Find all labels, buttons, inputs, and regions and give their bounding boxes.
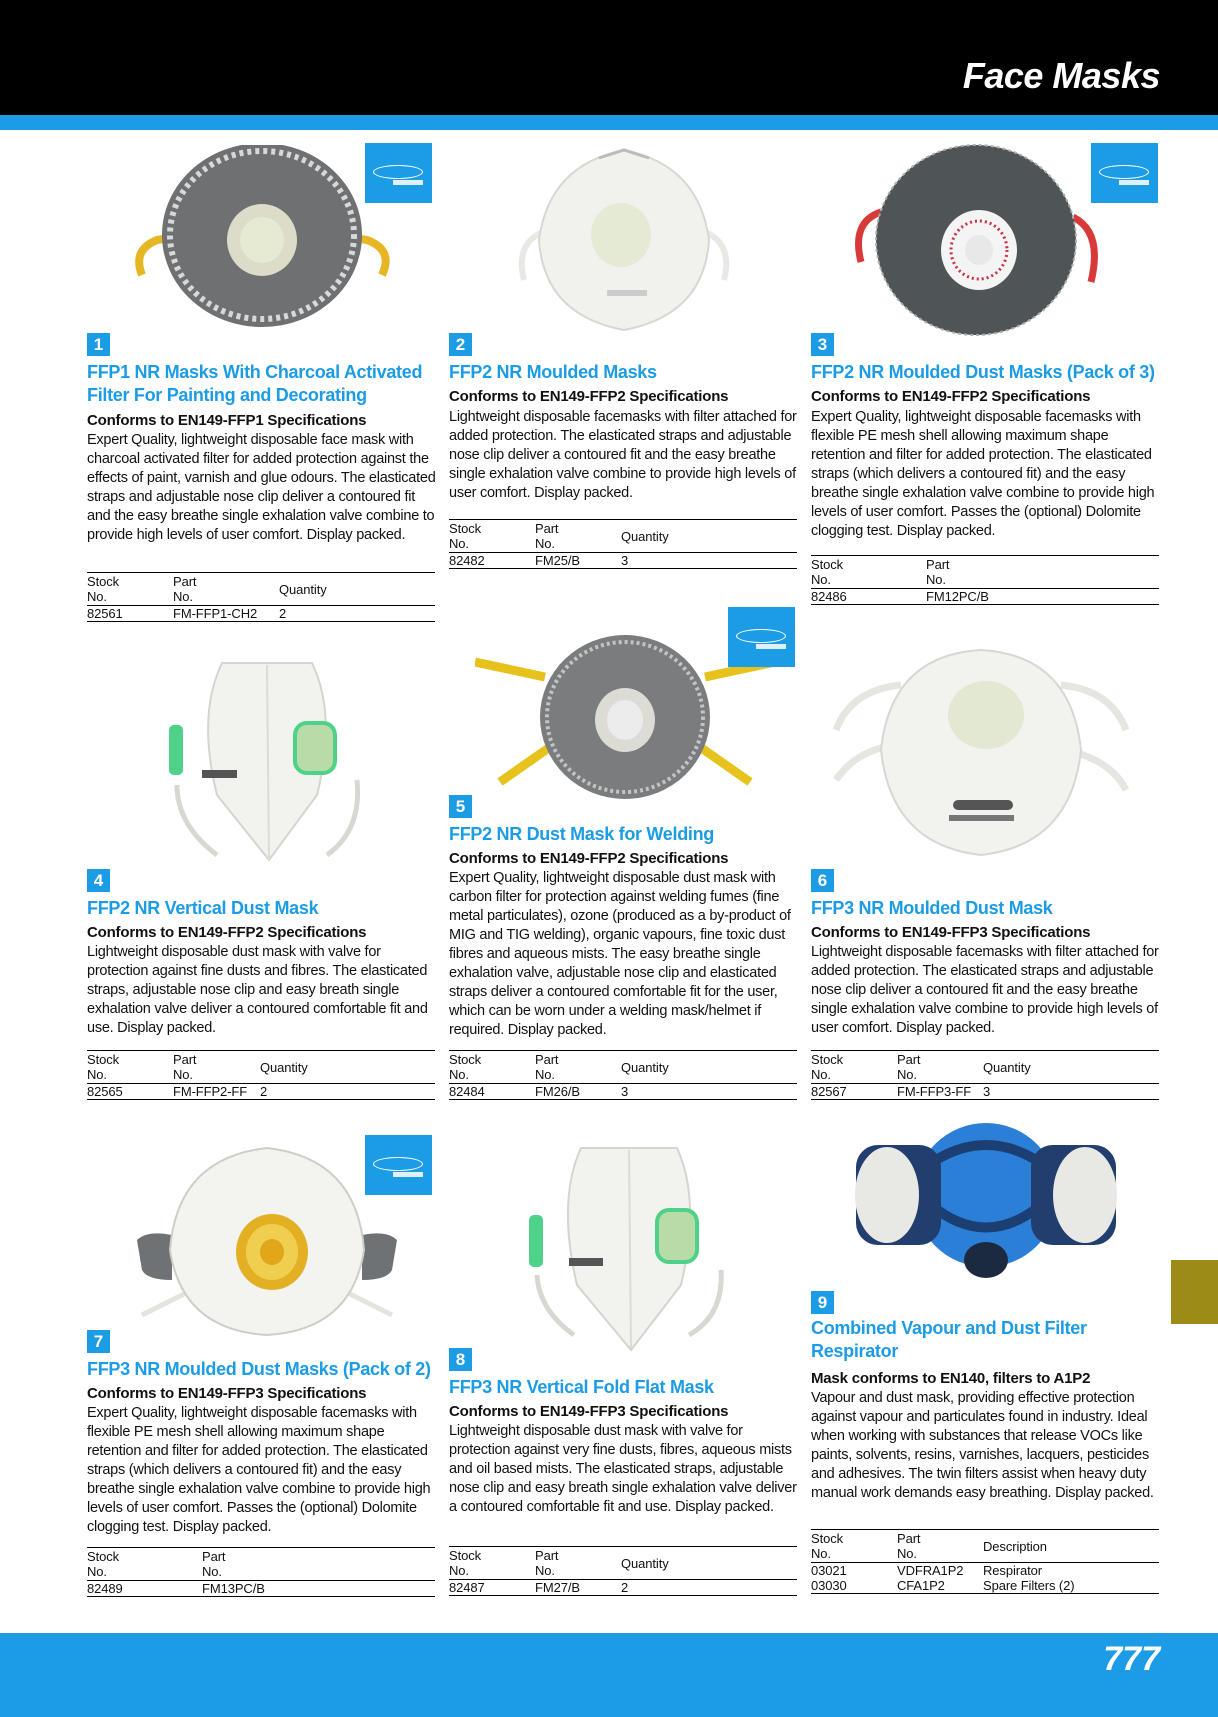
quantity: 3 xyxy=(621,553,629,568)
product-description: Lightweight disposable dust mask with valve for protection against fine dusts and fibres. The elasticated straps, adjustable nose clip and easy breath single exhalation valve deliver a contoured comfortable fit and use. Display packed. xyxy=(87,944,428,1036)
stock-table xyxy=(811,1050,1159,1100)
product-card-4 xyxy=(87,650,435,1110)
product-title: FFP2 NR Moulded Dust Masks (Pack of 3) xyxy=(811,362,1155,382)
product-spec: Mask conforms to EN140, filters to A1P2 xyxy=(811,1370,1091,1387)
description-header: Description xyxy=(983,1538,1047,1554)
product-number-badge: 8 xyxy=(449,1348,472,1371)
product-description: Expert Quality, lightweight disposable facemasks with flexible PE mesh shell allowing maximum shape retention and filter for added protection. The elasticated straps (which delivers a contoured fit) and the easy breathe single exhalation valve combine to provide high levels of user comfort. Passes the (optional) Dolomite clogging test. Display packed. xyxy=(811,409,1155,539)
product-image-7 xyxy=(132,1140,402,1340)
stock-table-header xyxy=(811,1051,1159,1084)
stock-number: 82489 xyxy=(87,1581,123,1596)
stock-table-header xyxy=(449,1547,797,1580)
part-no-header: Part No. xyxy=(897,1531,921,1561)
stock-number: 82565 xyxy=(87,1084,123,1099)
page-number: 777 xyxy=(1103,1640,1160,1678)
part-number: FM25/B xyxy=(535,553,580,568)
product-title: Combined Vapour and Dust Filter Respirator xyxy=(811,1318,1087,1361)
product-card-3 xyxy=(811,140,1159,620)
product-spec: Conforms to EN149-FFP3 Specifications xyxy=(87,1385,367,1402)
stock-table xyxy=(87,572,435,622)
quantity-header: Quantity xyxy=(621,528,669,544)
table-row xyxy=(449,1580,797,1596)
stock-number: 82567 xyxy=(811,1084,847,1099)
stock-table-header xyxy=(87,1548,435,1581)
part-number: VDFRA1P2 xyxy=(897,1563,964,1578)
part-no-header: Part No. xyxy=(926,557,950,587)
stock-table xyxy=(87,1547,435,1597)
part-number: FM-FFP2-FF xyxy=(173,1084,248,1099)
stock-table-header xyxy=(87,1051,435,1084)
quantity-header: Quantity xyxy=(279,581,327,597)
product-card-6 xyxy=(811,640,1159,1110)
product-spec: Conforms to EN149-FFP1 Specifications xyxy=(87,412,367,429)
stock-no-header: Stock No. xyxy=(811,1052,844,1082)
stock-no-header: Stock No. xyxy=(87,1549,120,1579)
stock-no-header: Stock No. xyxy=(811,1531,844,1561)
table-row xyxy=(811,589,1159,605)
product-image-9 xyxy=(851,1120,1121,1285)
part-number: FM12PC/B xyxy=(926,589,989,604)
product-number-badge: 1 xyxy=(87,333,110,356)
quantity: 2 xyxy=(279,606,287,621)
product-title: FFP2 NR Dust Mask for Welding xyxy=(449,824,714,844)
table-row xyxy=(87,1084,435,1100)
part-no-header: Part No. xyxy=(173,1052,197,1082)
product-number-badge: 2 xyxy=(449,333,472,356)
stock-number: 03021 xyxy=(811,1563,847,1578)
part-no-header: Part No. xyxy=(535,521,559,551)
draper-expert-logo-icon xyxy=(728,607,795,667)
quantity: 2 xyxy=(260,1084,268,1099)
stock-no-header: Stock No. xyxy=(87,1052,120,1082)
table-row xyxy=(811,1084,1159,1100)
table-row xyxy=(449,553,797,569)
table-row xyxy=(811,1563,1159,1579)
part-no-header: Part No. xyxy=(173,574,197,604)
part-number: FM27/B xyxy=(535,1580,580,1595)
product-spec: Conforms to EN149-FFP2 Specifications xyxy=(449,850,729,867)
product-number-badge: 6 xyxy=(811,869,834,892)
product-description: Expert Quality, lightweight disposable face mask with charcoal activated filter for added protection against the effects of paint, varnish and glue odours. The elasticated straps and adjustable nose clip deliver a contoured fit and the easy breathe single exhalation valve combine to provide high levels of user comfort. Display packed. xyxy=(87,432,436,543)
product-spec: Conforms to EN149-FFP3 Specifications xyxy=(449,1403,729,1420)
stock-table-header xyxy=(811,556,1159,589)
product-number-badge: 7 xyxy=(87,1330,110,1353)
product-title: FFP2 NR Moulded Masks xyxy=(449,362,657,382)
header-stripe xyxy=(0,115,1218,130)
stock-no-header: Stock No. xyxy=(811,557,844,587)
stock-table xyxy=(811,1529,1159,1594)
quantity-header: Quantity xyxy=(983,1059,1031,1075)
table-row xyxy=(87,1581,435,1597)
stock-table xyxy=(449,519,797,569)
quantity: 3 xyxy=(983,1084,991,1099)
stock-no-header: Stock No. xyxy=(449,1052,482,1082)
stock-table xyxy=(449,1546,797,1596)
product-description: Expert Quality, lightweight disposable dust mask with carbon filter for protection against welding fumes (fine metal particulates), ozone (produced as a by-product of MIG and TIG welding), organic vapours, fine toxic dust fibres and aqueous mists. The easy breathe single exhalation valve, adjustable nose clip and elasticated straps deliver a contoured comfortable fit for the user, which can be worn under a welding mask/helmet if required. Display packed. xyxy=(449,870,791,1038)
product-description: Lightweight disposable facemasks with filter attached for added protection. The elasticated straps and adjustable nose clip deliver a contoured fit and the easy breathe single exhalation valve combine to provide high levels of user comfort. Display packed. xyxy=(811,944,1159,1036)
product-title: FFP1 NR Masks With Charcoal Activated Filter For Painting and Decorating xyxy=(87,362,423,405)
stock-number: 82482 xyxy=(449,553,485,568)
section-side-tab xyxy=(1171,1260,1218,1324)
product-spec: Conforms to EN149-FFP2 Specifications xyxy=(449,388,729,405)
stock-number: 03030 xyxy=(811,1578,847,1593)
draper-expert-logo-icon xyxy=(365,1135,432,1195)
part-number: FM-FFP1-CH2 xyxy=(173,606,258,621)
product-title: FFP3 NR Moulded Dust Mask xyxy=(811,898,1053,918)
product-image-8 xyxy=(519,1140,739,1355)
draper-expert-logo-icon xyxy=(365,143,432,203)
product-card-2 xyxy=(449,140,797,580)
part-no-header: Part No. xyxy=(535,1548,559,1578)
product-card-7 xyxy=(87,1135,435,1605)
table-row xyxy=(449,1084,797,1100)
product-description: Expert Quality, lightweight disposable facemasks with flexible PE mesh shell allowing maximum shape retention and filter for added protection. The elasticated straps (which delivers a contoured fit) and the easy breathe single exhalation valve combine to provide high levels of user comfort. Passes the (optional) Dolomite clogging test. Display packed. xyxy=(87,1405,431,1535)
product-number-badge: 4 xyxy=(87,869,110,892)
product-number-badge: 9 xyxy=(811,1291,834,1314)
stock-no-header: Stock No. xyxy=(87,574,120,604)
product-title: FFP3 NR Vertical Fold Flat Mask xyxy=(449,1377,714,1397)
footer-bar xyxy=(0,1633,1218,1717)
product-number-badge: 3 xyxy=(811,333,834,356)
stock-no-header: Stock No. xyxy=(449,1548,482,1578)
product-description: Lightweight disposable dust mask with valve for protection against very fine dusts, fibres, aqueous mists and oil based mists. The elasticated straps, adjustable nose clip and easy breath single exhalation valve deliver a contoured comfortable fit and use. Display packed. xyxy=(449,1423,797,1515)
row-description: Respirator xyxy=(983,1563,1042,1578)
product-card-5 xyxy=(449,607,797,1107)
quantity-header: Quantity xyxy=(260,1059,308,1075)
quantity: 2 xyxy=(621,1580,629,1595)
part-number: FM13PC/B xyxy=(202,1581,265,1596)
product-title: FFP3 NR Moulded Dust Masks (Pack of 2) xyxy=(87,1359,431,1379)
product-description: Lightweight disposable facemasks with filter attached for added protection. The elasticated straps and adjustable nose clip deliver a contoured fit and the easy breathe single exhalation valve combine to provide high levels of user comfort. Display packed. xyxy=(449,409,797,501)
product-image-4 xyxy=(157,655,377,870)
part-no-header: Part No. xyxy=(202,1549,226,1579)
product-spec: Conforms to EN149-FFP2 Specifications xyxy=(87,924,367,941)
stock-table-header xyxy=(449,1051,797,1084)
stock-table xyxy=(449,1050,797,1100)
draper-expert-logo-icon xyxy=(1091,143,1158,203)
stock-no-header: Stock No. xyxy=(449,521,482,551)
stock-number: 82484 xyxy=(449,1084,485,1099)
stock-number: 82561 xyxy=(87,606,123,621)
page-title: Face Masks xyxy=(962,55,1160,96)
product-title: FFP2 NR Vertical Dust Mask xyxy=(87,898,319,918)
stock-table xyxy=(87,1050,435,1100)
product-card-9 xyxy=(811,1115,1159,1605)
table-row xyxy=(811,1578,1159,1594)
part-no-header: Part No. xyxy=(535,1052,559,1082)
product-image-2 xyxy=(509,140,739,340)
product-image-3 xyxy=(851,142,1101,342)
stock-table xyxy=(811,555,1159,605)
product-spec: Conforms to EN149-FFP3 Specifications xyxy=(811,924,1091,941)
stock-table-header xyxy=(449,520,797,553)
product-description: Vapour and dust mask, providing effective protection against vapour and particulates found in industry. Ideal when working with substances that release VOCs like paints, solvents, resins, varnishes, lacquers, pesticides and adhesives. The twin filters assist when heavy duty manual work demands easy breathing. Display packed. xyxy=(811,1390,1154,1501)
stock-table-header xyxy=(87,573,435,606)
part-number: CFA1P2 xyxy=(897,1578,945,1593)
product-card-1 xyxy=(87,140,435,630)
product-card-8 xyxy=(449,1135,797,1605)
stock-table-header xyxy=(811,1530,1159,1563)
row-description: Spare Filters (2) xyxy=(983,1578,1075,1593)
product-image-6 xyxy=(831,640,1131,860)
stock-number: 82486 xyxy=(811,589,847,604)
quantity-header: Quantity xyxy=(621,1059,669,1075)
product-image-1 xyxy=(132,145,392,345)
table-row xyxy=(87,606,435,622)
part-number: FM-FFP3-FF xyxy=(897,1084,972,1099)
stock-number: 82487 xyxy=(449,1580,485,1595)
product-spec: Conforms to EN149-FFP2 Specifications xyxy=(811,388,1091,405)
quantity: 3 xyxy=(621,1084,629,1099)
quantity-header: Quantity xyxy=(621,1555,669,1571)
part-no-header: Part No. xyxy=(897,1052,921,1082)
part-number: FM26/B xyxy=(535,1084,580,1099)
product-number-badge: 5 xyxy=(449,795,472,818)
